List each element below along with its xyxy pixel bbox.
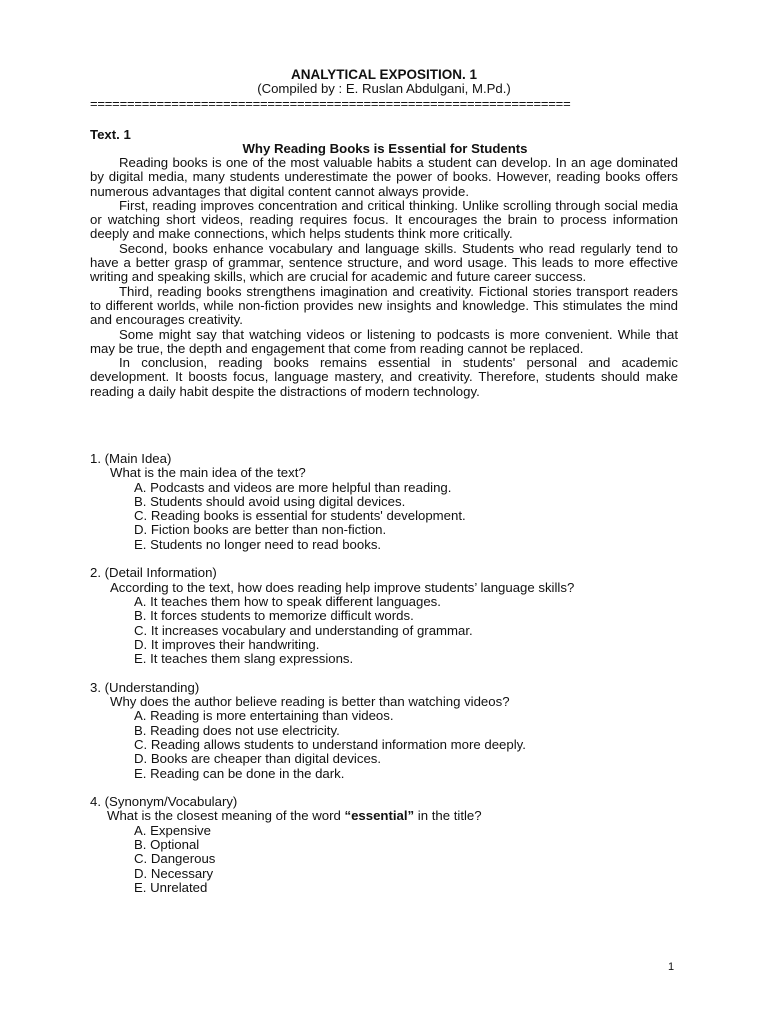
answer-option: B. It forces students to memorize difficult words.	[134, 608, 414, 624]
answer-option: C. Reading allows students to understand information more deeply.	[134, 736, 526, 752]
document-header	[0, 68, 768, 97]
question-2	[90, 566, 680, 666]
question-stem: Why does the author believe reading is better than watching videos?	[110, 694, 510, 710]
paragraph: Third, reading books strengthens imagination and creativity. Fictional stories transport readers to different worlds, while non-fiction provides new insights and knowledge. This stimulates the mind and encourages creativity.	[90, 283, 678, 328]
answer-option: D. Fiction books are better than non-fiction.	[134, 522, 387, 538]
text-label: Text. 1	[90, 127, 131, 142]
answer-option: C. It increases vocabulary and understanding of grammar.	[134, 622, 473, 638]
paragraph: In conclusion, reading books remains essential in students' personal and academic development. It boosts focus, language mastery, and creativity. Therefore, students should make reading a daily habit despite the distractions of modern technology.	[90, 355, 678, 399]
answer-option: A. Podcasts and videos are more helpful than reading.	[134, 479, 452, 495]
answer-option: D. It improves their handwriting.	[134, 636, 320, 652]
answer-option: A. It teaches them how to speak different languages.	[134, 593, 441, 609]
reading-passage	[90, 156, 678, 399]
answer-option: E. Reading can be done in the dark.	[134, 765, 345, 781]
question-4	[90, 795, 680, 895]
answer-options	[90, 481, 680, 552]
answer-option: C. Reading books is essential for students' development.	[134, 508, 466, 524]
answer-option: B. Reading does not use electricity.	[134, 722, 340, 738]
answer-option: E. Unrelated	[134, 879, 208, 895]
question-stem-before: What is the closest meaning of the word	[107, 808, 345, 824]
question-header: 4. (Synonym/Vocabulary)	[90, 794, 238, 810]
answer-option: C. Dangerous	[134, 851, 216, 867]
paragraph: Second, books enhance vocabulary and language skills. Students who read regularly tend to have a better grasp of grammar, sentence structure, and word usage. This leads to more effective writing and speaking skills, which are crucial for academic and future career success.	[90, 240, 678, 285]
document-subtitle: (Compiled by : E. Ruslan Abdulgani, M.Pd.)	[257, 81, 511, 97]
answer-option: A. Reading is more entertaining than videos.	[134, 708, 394, 724]
text-heading: Why Reading Books is Essential for Students	[242, 141, 528, 156]
answer-option: E. It teaches them slang expressions.	[134, 651, 354, 667]
header-divider: =================================================================	[90, 97, 571, 111]
answer-option: A. Expensive	[134, 822, 211, 838]
question-3	[90, 681, 680, 781]
question-stem: What is the main idea of the text?	[110, 465, 306, 481]
question-list	[90, 452, 680, 910]
paragraph: Reading books is one of the most valuable habits a student can develop. In an age dominated by digital media, many students underestimate the power of books. However, reading books offers numerous advantages that digital content cannot always provide.	[90, 155, 678, 199]
answer-options	[90, 595, 680, 666]
page-number: 1	[668, 961, 675, 973]
paragraph: First, reading improves concentration and critical thinking. Unlike scrolling through social media or watching short videos, reading requires focus. It encourages the brain to process information deeply and make connections, which helps students think more critically.	[90, 197, 678, 242]
question-stem	[90, 809, 680, 823]
answer-options	[90, 709, 680, 780]
answer-option: D. Necessary	[134, 865, 214, 881]
answer-option: E. Students no longer need to read books.	[134, 536, 382, 552]
paragraph: Some might say that watching videos or listening to podcasts is more convenient. While that may be true, the depth and engagement that come from reading cannot be replaced.	[90, 326, 678, 356]
question-header: 1. (Main Idea)	[90, 451, 172, 466]
question-header: 3. (Understanding)	[90, 679, 200, 695]
question-stem: According to the text, how does reading help improve students’ language skills?	[110, 579, 575, 595]
answer-option: B. Students should avoid using digital devices.	[134, 493, 406, 509]
answer-options	[90, 824, 680, 895]
question-1	[90, 452, 680, 552]
question-header: 2. (Detail Information)	[90, 565, 217, 581]
answer-option: D. Books are cheaper than digital devices.	[134, 751, 382, 767]
document-title: ANALYTICAL EXPOSITION. 1	[290, 67, 478, 82]
answer-option: B. Optional	[134, 837, 200, 853]
question-stem-keyword: “essential”	[344, 808, 415, 824]
question-stem-after: in the title?	[414, 808, 482, 824]
